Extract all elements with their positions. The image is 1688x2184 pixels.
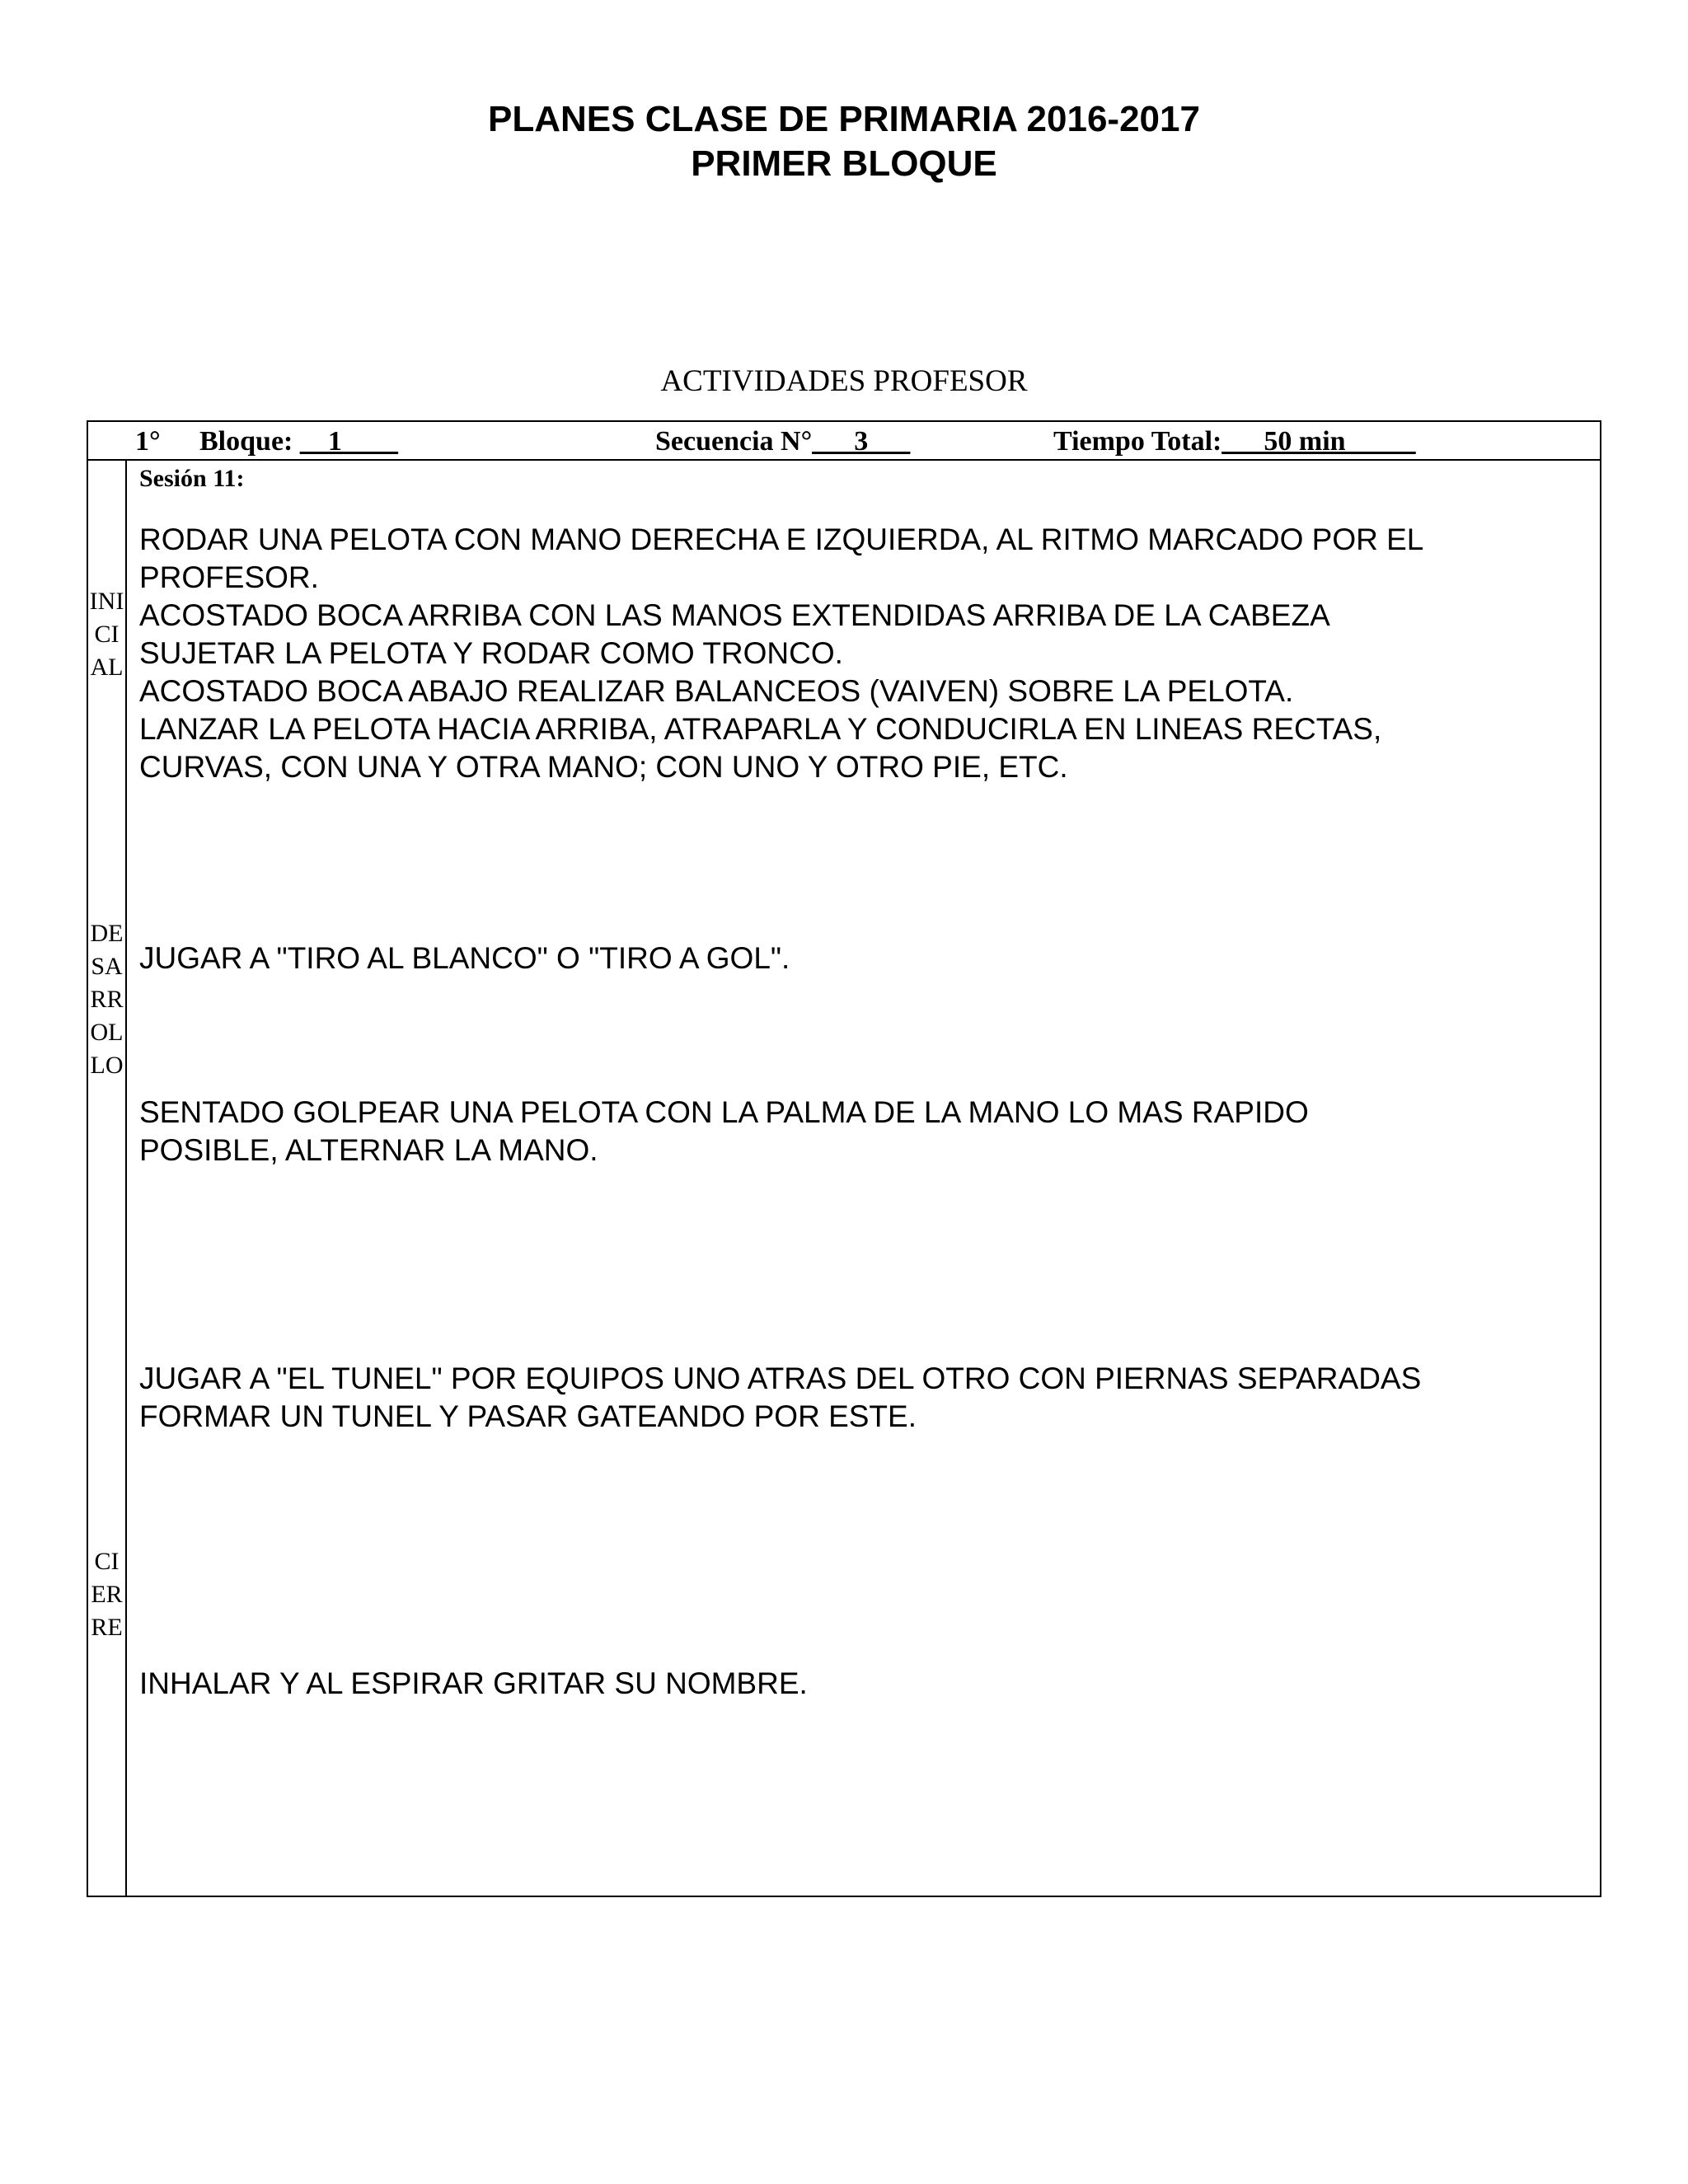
activity-line: POSIBLE, ALTERNAR LA MANO. xyxy=(139,1133,598,1167)
activity-block xyxy=(139,1360,1573,1436)
activity-line: JUGAR A "EL TUNEL" POR EQUIPOS UNO ATRAS DEL OTRO CON PIERNAS SEPARADAS xyxy=(139,1361,1422,1395)
phase-label-cierre: CIERRE xyxy=(91,1548,123,1641)
bloque-label: Bloque: xyxy=(199,426,293,457)
activity-line: CURVAS, CON UNA Y OTRA MANO; CON UNO Y OTRO PIE, ETC. xyxy=(139,750,1068,784)
activity-block xyxy=(139,521,1573,786)
activity-line: INHALAR Y AL ESPIRAR GRITAR SU NOMBRE. xyxy=(139,1666,808,1700)
activity-line: RODAR UNA PELOTA CON MANO DERECHA E IZQUIERDA, AL RITMO MARCADO POR EL xyxy=(139,523,1424,556)
secuencia-field xyxy=(655,422,910,461)
phase-column xyxy=(88,459,127,1896)
lesson-plan-table xyxy=(87,420,1601,1897)
phase-label-desarrollo: DESARROLLO xyxy=(90,920,124,1079)
activity-line: LANZAR LA PELOTA HACIA ARRIBA, ATRAPARLA Y CONDUCIRLA EN LINEAS RECTAS, xyxy=(139,712,1382,746)
bloque-value: __1____ xyxy=(299,426,398,457)
activity-line: SENTADO GOLPEAR UNA PELOTA CON LA PALMA DE LA MANO LO MAS RAPIDO xyxy=(139,1095,1309,1129)
tiempo-field xyxy=(1053,422,1416,461)
grade-label: 1° xyxy=(135,426,161,457)
activity-line: PROFESOR. xyxy=(139,560,319,594)
activity-block xyxy=(139,1665,1573,1703)
section-heading: ACTIVIDADES PROFESOR xyxy=(660,364,1028,398)
activity-line: SUJETAR LA PELOTA Y RODAR COMO TRONCO. xyxy=(139,636,843,670)
session-label: Sesión 11: xyxy=(139,465,245,492)
phase-label-inicial: INICIAL xyxy=(89,588,124,681)
page-title: PLANES CLASE DE PRIMARIA 2016-2017 xyxy=(488,99,1200,139)
activities-content xyxy=(127,459,1600,1896)
activity-line: ACOSTADO BOCA ARRIBA CON LAS MANOS EXTENDIDAS ARRIBA DE LA CABEZA xyxy=(139,598,1330,632)
bloque-field xyxy=(199,422,398,461)
secuencia-value: ___3___ xyxy=(812,426,911,457)
activity-line: ACOSTADO BOCA ABAJO REALIZAR BALANCEOS (VAIVEN) SOBRE LA PELOTA. xyxy=(139,674,1294,708)
activity-block xyxy=(139,1094,1573,1169)
activity-line: FORMAR UN TUNEL Y PASAR GATEANDO POR ESTE. xyxy=(139,1399,917,1433)
secuencia-label: Secuencia N° xyxy=(655,426,813,457)
activity-line: JUGAR A "TIRO AL BLANCO" O "TIRO A GOL". xyxy=(139,941,790,975)
activity-block xyxy=(139,940,1573,977)
tiempo-label: Tiempo Total: xyxy=(1053,426,1222,457)
table-header-row xyxy=(88,422,1600,461)
tiempo-value: ___50 min_____ xyxy=(1221,426,1416,457)
page-subtitle: PRIMER BLOQUE xyxy=(691,143,997,184)
